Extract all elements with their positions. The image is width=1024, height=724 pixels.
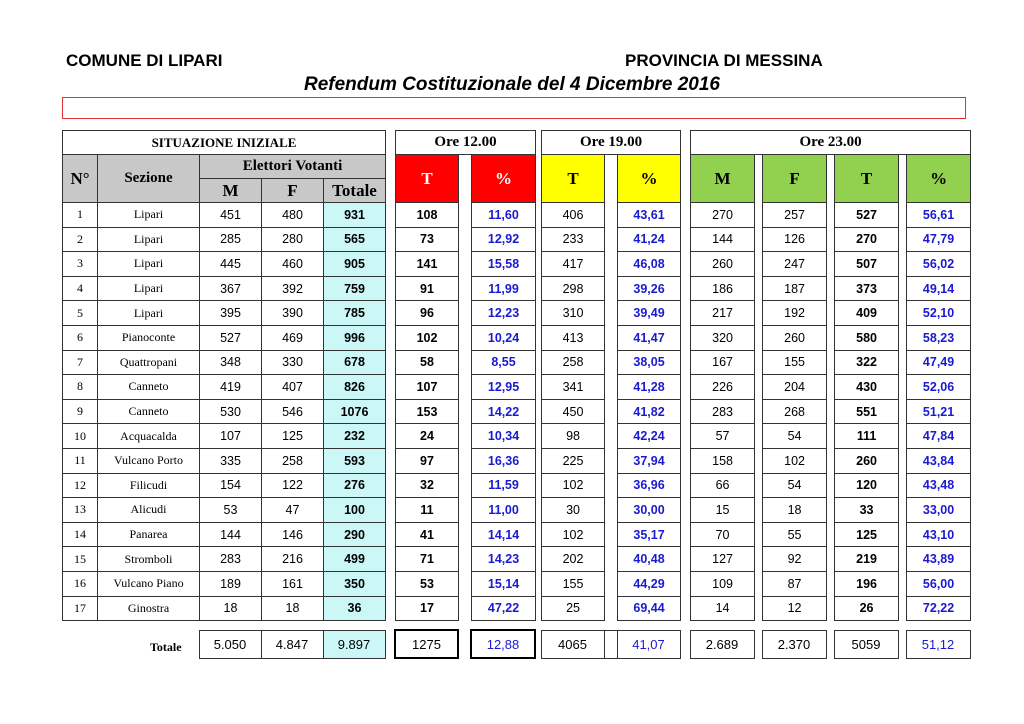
row-m: 107 — [200, 424, 262, 449]
row-num: 3 — [63, 252, 98, 277]
row-f23: 54 — [763, 473, 827, 498]
provincia-title: PROVINCIA DI MESSINA — [625, 51, 823, 70]
row-sezione: Lipari — [98, 252, 200, 277]
row-p12: 14,22 — [472, 399, 536, 424]
row-t19: 258 — [542, 350, 605, 375]
row-m: 348 — [200, 350, 262, 375]
table-row — [63, 325, 971, 350]
f23-header: F — [763, 155, 827, 203]
row-num: 14 — [63, 522, 98, 547]
row-t19: 225 — [542, 448, 605, 473]
row-sezione: Alicudi — [98, 498, 200, 523]
row-p23: 56,00 — [907, 571, 971, 596]
row-m23: 260 — [691, 252, 755, 277]
row-sezione: Panarea — [98, 522, 200, 547]
m-header: M — [200, 179, 262, 203]
row-tot: 593 — [324, 448, 386, 473]
sezione-header: Sezione — [98, 155, 200, 203]
table-row — [63, 498, 971, 523]
row-f: 18 — [262, 596, 324, 621]
total-f23: 2.370 — [762, 630, 826, 658]
row-f: 47 — [262, 498, 324, 523]
row-m23: 186 — [691, 276, 755, 301]
row-tot: 499 — [324, 547, 386, 572]
m23-header: M — [691, 155, 755, 203]
row-sezione: Acquacalda — [98, 424, 200, 449]
row-f: 125 — [262, 424, 324, 449]
table-row — [63, 375, 971, 400]
row-sezione: Lipari — [98, 227, 200, 252]
row-t23: 125 — [835, 522, 899, 547]
row-f: 216 — [262, 547, 324, 572]
row-f23: 260 — [763, 325, 827, 350]
row-f: 407 — [262, 375, 324, 400]
row-t19: 98 — [542, 424, 605, 449]
row-t23: 551 — [835, 399, 899, 424]
row-f: 258 — [262, 448, 324, 473]
row-num: 6 — [63, 325, 98, 350]
row-t23: 322 — [835, 350, 899, 375]
row-sezione: Lipari — [98, 276, 200, 301]
table-row — [63, 547, 971, 572]
row-f23: 54 — [763, 424, 827, 449]
document-title: Refendum Costituzionale del 4 Dicembre 2016 — [303, 74, 720, 95]
row-t23: 270 — [835, 227, 899, 252]
row-p12: 14,14 — [472, 522, 536, 547]
row-f: 480 — [262, 203, 324, 228]
row-num: 4 — [63, 276, 98, 301]
table-row — [63, 227, 971, 252]
table-row — [63, 522, 971, 547]
row-sezione: Vulcano Piano — [98, 571, 200, 596]
row-p23: 56,02 — [907, 252, 971, 277]
total-p19: 41,07 — [617, 630, 680, 658]
row-t19: 30 — [542, 498, 605, 523]
row-p19: 46,08 — [618, 252, 681, 277]
elettori-header: Elettori Votanti — [200, 155, 386, 179]
row-p12: 15,58 — [472, 252, 536, 277]
row-t19: 450 — [542, 399, 605, 424]
row-sezione: Ginostra — [98, 596, 200, 621]
row-t19: 298 — [542, 276, 605, 301]
row-f: 546 — [262, 399, 324, 424]
row-p23: 47,84 — [907, 424, 971, 449]
row-m23: 270 — [691, 203, 755, 228]
row-t19: 310 — [542, 301, 605, 326]
ore12-header: Ore 12.00 — [396, 131, 536, 155]
row-p19: 44,29 — [618, 571, 681, 596]
row-m: 527 — [200, 325, 262, 350]
row-f23: 92 — [763, 547, 827, 572]
row-tot: 996 — [324, 325, 386, 350]
table-row — [63, 399, 971, 424]
row-p12: 12,92 — [472, 227, 536, 252]
total-p12: 12,88 — [471, 630, 535, 658]
row-sezione: Lipari — [98, 301, 200, 326]
table-row — [63, 203, 971, 228]
row-t12: 73 — [396, 227, 459, 252]
row-p12: 12,23 — [472, 301, 536, 326]
row-m: 53 — [200, 498, 262, 523]
row-p23: 58,23 — [907, 325, 971, 350]
row-p12: 15,14 — [472, 571, 536, 596]
row-p19: 37,94 — [618, 448, 681, 473]
ore23-header: Ore 23.00 — [691, 131, 971, 155]
row-t23: 507 — [835, 252, 899, 277]
p12-header: % — [472, 155, 536, 203]
row-m23: 127 — [691, 547, 755, 572]
row-m: 419 — [200, 375, 262, 400]
row-t19: 406 — [542, 203, 605, 228]
row-m: 335 — [200, 448, 262, 473]
row-p12: 10,34 — [472, 424, 536, 449]
row-tot: 905 — [324, 252, 386, 277]
row-t23: 430 — [835, 375, 899, 400]
num-header: N° — [63, 155, 98, 203]
row-f: 460 — [262, 252, 324, 277]
row-p19: 39,49 — [618, 301, 681, 326]
row-p19: 35,17 — [618, 522, 681, 547]
row-m: 189 — [200, 571, 262, 596]
row-f23: 257 — [763, 203, 827, 228]
table-row — [63, 252, 971, 277]
row-p23: 52,06 — [907, 375, 971, 400]
row-f: 390 — [262, 301, 324, 326]
row-t12: 141 — [396, 252, 459, 277]
row-f: 469 — [262, 325, 324, 350]
row-m: 285 — [200, 227, 262, 252]
row-t23: 580 — [835, 325, 899, 350]
row-p23: 51,21 — [907, 399, 971, 424]
row-p12: 11,99 — [472, 276, 536, 301]
row-m: 18 — [200, 596, 262, 621]
row-m23: 217 — [691, 301, 755, 326]
row-p19: 41,82 — [618, 399, 681, 424]
row-sezione: Canneto — [98, 375, 200, 400]
row-num: 2 — [63, 227, 98, 252]
row-t23: 373 — [835, 276, 899, 301]
row-tot: 100 — [324, 498, 386, 523]
row-p12: 16,36 — [472, 448, 536, 473]
row-t23: 111 — [835, 424, 899, 449]
row-f: 280 — [262, 227, 324, 252]
row-m: 451 — [200, 203, 262, 228]
row-sezione: Canneto — [98, 399, 200, 424]
total-m: 5.050 — [199, 630, 261, 658]
row-t19: 233 — [542, 227, 605, 252]
row-m: 445 — [200, 252, 262, 277]
row-m: 144 — [200, 522, 262, 547]
row-t19: 417 — [542, 252, 605, 277]
row-sezione: Pianoconte — [98, 325, 200, 350]
t19-header: T — [542, 155, 605, 203]
row-p12: 11,60 — [472, 203, 536, 228]
row-tot: 678 — [324, 350, 386, 375]
row-f: 392 — [262, 276, 324, 301]
row-t23: 26 — [835, 596, 899, 621]
row-m23: 15 — [691, 498, 755, 523]
row-m23: 158 — [691, 448, 755, 473]
total-f: 4.847 — [261, 630, 323, 658]
row-t12: 41 — [396, 522, 459, 547]
row-m23: 226 — [691, 375, 755, 400]
row-tot: 759 — [324, 276, 386, 301]
row-f23: 12 — [763, 596, 827, 621]
row-t12: 102 — [396, 325, 459, 350]
row-p23: 33,00 — [907, 498, 971, 523]
row-tot: 276 — [324, 473, 386, 498]
total-m23: 2.689 — [690, 630, 754, 658]
row-m23: 70 — [691, 522, 755, 547]
row-t23: 409 — [835, 301, 899, 326]
row-num: 10 — [63, 424, 98, 449]
table-row — [63, 276, 971, 301]
red-frame-box — [62, 97, 966, 119]
row-tot: 785 — [324, 301, 386, 326]
table-row — [63, 301, 971, 326]
row-f23: 126 — [763, 227, 827, 252]
row-p19: 43,61 — [618, 203, 681, 228]
total-t23: 5059 — [834, 630, 898, 658]
row-m23: 57 — [691, 424, 755, 449]
row-t12: 17 — [396, 596, 459, 621]
total-t19: 4065 — [541, 630, 604, 658]
row-p19: 38,05 — [618, 350, 681, 375]
row-t12: 91 — [396, 276, 459, 301]
row-tot: 565 — [324, 227, 386, 252]
table-row — [63, 350, 971, 375]
totale-label: Totale — [150, 640, 182, 654]
total-tot: 9.897 — [323, 630, 385, 658]
total-p23: 51,12 — [906, 630, 970, 658]
row-sezione: Filicudi — [98, 473, 200, 498]
row-p19: 42,24 — [618, 424, 681, 449]
row-t12: 53 — [396, 571, 459, 596]
row-p23: 47,49 — [907, 350, 971, 375]
row-t12: 24 — [396, 424, 459, 449]
row-num: 12 — [63, 473, 98, 498]
row-t19: 413 — [542, 325, 605, 350]
row-m: 367 — [200, 276, 262, 301]
p23-header: % — [907, 155, 971, 203]
row-num: 17 — [63, 596, 98, 621]
row-t12: 58 — [396, 350, 459, 375]
row-num: 15 — [63, 547, 98, 572]
row-t12: 153 — [396, 399, 459, 424]
row-m23: 144 — [691, 227, 755, 252]
row-p12: 47,22 — [472, 596, 536, 621]
row-p23: 43,84 — [907, 448, 971, 473]
row-p23: 43,10 — [907, 522, 971, 547]
table-row — [63, 596, 971, 621]
row-p19: 30,00 — [618, 498, 681, 523]
row-t19: 341 — [542, 375, 605, 400]
row-f23: 18 — [763, 498, 827, 523]
row-f: 146 — [262, 522, 324, 547]
row-num: 16 — [63, 571, 98, 596]
row-p23: 47,79 — [907, 227, 971, 252]
situazione-header: SITUAZIONE INIZIALE — [63, 131, 386, 155]
row-t12: 71 — [396, 547, 459, 572]
f-header: F — [262, 179, 324, 203]
t12-header: T — [396, 155, 459, 203]
row-t19: 155 — [542, 571, 605, 596]
row-f23: 155 — [763, 350, 827, 375]
row-t12: 108 — [396, 203, 459, 228]
table-row — [63, 571, 971, 596]
row-f23: 247 — [763, 252, 827, 277]
row-p19: 41,47 — [618, 325, 681, 350]
row-p12: 11,00 — [472, 498, 536, 523]
row-p12: 8,55 — [472, 350, 536, 375]
comune-title: COMUNE DI LIPARI — [66, 51, 223, 70]
row-sezione: Stromboli — [98, 547, 200, 572]
row-num: 5 — [63, 301, 98, 326]
row-m: 154 — [200, 473, 262, 498]
row-t23: 196 — [835, 571, 899, 596]
row-p23: 56,61 — [907, 203, 971, 228]
row-tot: 931 — [324, 203, 386, 228]
row-p23: 49,14 — [907, 276, 971, 301]
row-t23: 33 — [835, 498, 899, 523]
row-num: 9 — [63, 399, 98, 424]
total-t12: 1275 — [395, 630, 458, 658]
row-m23: 66 — [691, 473, 755, 498]
row-f: 161 — [262, 571, 324, 596]
row-m: 283 — [200, 547, 262, 572]
row-tot: 350 — [324, 571, 386, 596]
row-t23: 260 — [835, 448, 899, 473]
row-p19: 69,44 — [618, 596, 681, 621]
row-m23: 109 — [691, 571, 755, 596]
table-row — [63, 424, 971, 449]
row-num: 8 — [63, 375, 98, 400]
row-t19: 102 — [542, 473, 605, 498]
row-tot: 826 — [324, 375, 386, 400]
row-p12: 10,24 — [472, 325, 536, 350]
row-p12: 12,95 — [472, 375, 536, 400]
row-t19: 102 — [542, 522, 605, 547]
row-num: 11 — [63, 448, 98, 473]
row-p12: 14,23 — [472, 547, 536, 572]
row-t12: 107 — [396, 375, 459, 400]
row-t12: 97 — [396, 448, 459, 473]
results-table — [62, 130, 971, 621]
row-f23: 268 — [763, 399, 827, 424]
row-m: 530 — [200, 399, 262, 424]
row-f23: 55 — [763, 522, 827, 547]
row-m23: 320 — [691, 325, 755, 350]
row-num: 7 — [63, 350, 98, 375]
row-p19: 36,96 — [618, 473, 681, 498]
row-num: 1 — [63, 203, 98, 228]
table-row — [63, 448, 971, 473]
row-m23: 14 — [691, 596, 755, 621]
table-row — [63, 473, 971, 498]
p19-header: % — [618, 155, 681, 203]
row-p23: 72,22 — [907, 596, 971, 621]
row-t23: 219 — [835, 547, 899, 572]
row-t12: 11 — [396, 498, 459, 523]
row-p19: 41,28 — [618, 375, 681, 400]
row-p23: 52,10 — [907, 301, 971, 326]
row-t23: 120 — [835, 473, 899, 498]
row-t12: 96 — [396, 301, 459, 326]
row-num: 13 — [63, 498, 98, 523]
row-tot: 232 — [324, 424, 386, 449]
row-m23: 167 — [691, 350, 755, 375]
row-t19: 25 — [542, 596, 605, 621]
row-sezione: Quattropani — [98, 350, 200, 375]
row-p23: 43,48 — [907, 473, 971, 498]
row-tot: 290 — [324, 522, 386, 547]
row-m23: 283 — [691, 399, 755, 424]
row-t23: 527 — [835, 203, 899, 228]
row-f23: 102 — [763, 448, 827, 473]
row-t19: 202 — [542, 547, 605, 572]
row-f23: 187 — [763, 276, 827, 301]
row-m: 395 — [200, 301, 262, 326]
row-sezione: Lipari — [98, 203, 200, 228]
totals-table — [62, 629, 971, 659]
row-t12: 32 — [396, 473, 459, 498]
totale-header: Totale — [324, 179, 386, 203]
t23-header: T — [835, 155, 899, 203]
row-f23: 87 — [763, 571, 827, 596]
row-p19: 39,26 — [618, 276, 681, 301]
row-p19: 41,24 — [618, 227, 681, 252]
ore19-header: Ore 19.00 — [542, 131, 681, 155]
row-tot: 1076 — [324, 399, 386, 424]
row-f: 330 — [262, 350, 324, 375]
row-f23: 192 — [763, 301, 827, 326]
row-tot: 36 — [324, 596, 386, 621]
row-sezione: Vulcano Porto — [98, 448, 200, 473]
row-f23: 204 — [763, 375, 827, 400]
row-p19: 40,48 — [618, 547, 681, 572]
row-f: 122 — [262, 473, 324, 498]
row-p12: 11,59 — [472, 473, 536, 498]
row-p23: 43,89 — [907, 547, 971, 572]
